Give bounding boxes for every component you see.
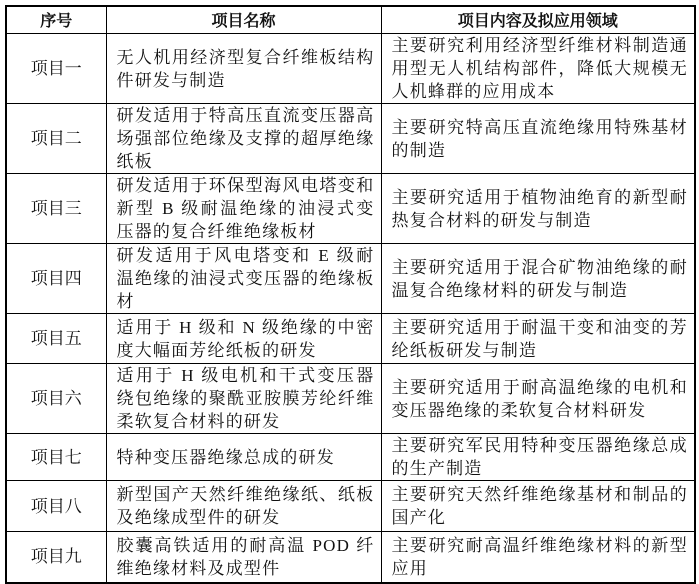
project-name: 研发适用于特高压直流变压器高场强部位绝缘及支撑的超厚绝缘纸板 xyxy=(106,104,381,174)
row-number: 项目七 xyxy=(6,434,106,481)
project-name: 适用于 H 级电机和干式变压器绕包绝缘的聚酰亚胺膜芳纶纤维柔软复合材料的研发 xyxy=(106,364,381,434)
project-content: 主要研究适用于耐温干变和油变的芳纶纸板研发与制造 xyxy=(381,314,695,364)
header-no: 序号 xyxy=(6,6,106,34)
table-row xyxy=(6,532,695,583)
project-content: 主要研究适用于植物油绝育的新型耐热复合材料的研发与制造 xyxy=(381,174,695,244)
header-content: 项目内容及拟应用领域 xyxy=(381,6,695,34)
project-content: 主要研究利用经济型纤维材料制造通用型无人机结构部件，降低大规模无人机蜂群的应用成本 xyxy=(381,34,695,104)
table-row xyxy=(6,34,695,104)
project-name: 研发适用于环保型海风电塔变和新型 B 级耐温绝缘的油浸式变压器的复合纤维绝缘板材 xyxy=(106,174,381,244)
header-name: 项目名称 xyxy=(106,6,381,34)
project-content: 主要研究军民用特种变压器绝缘总成的生产制造 xyxy=(381,434,695,481)
table-row xyxy=(6,314,695,364)
project-name: 研发适用于风电塔变和 E 级耐温绝缘的油浸式变压器的绝缘板材 xyxy=(106,244,381,314)
project-content: 主要研究天然纤维绝缘基材和制品的国产化 xyxy=(381,481,695,532)
project-name: 特种变压器绝缘总成的研发 xyxy=(106,434,381,481)
table-row xyxy=(6,434,695,481)
table-row xyxy=(6,104,695,174)
header-row xyxy=(6,6,695,34)
table-row xyxy=(6,481,695,532)
project-content: 主要研究特高压直流绝缘用特殊基材的制造 xyxy=(381,104,695,174)
table-row xyxy=(6,174,695,244)
project-content: 主要研究适用于耐高温绝缘的电机和变压器绝缘的柔软复合材料研发 xyxy=(381,364,695,434)
table-row xyxy=(6,364,695,434)
project-name: 胶囊高铁适用的耐高温 POD 纤维绝缘材料及成型件 xyxy=(106,532,381,583)
project-name: 适用于 H 级和 N 级绝缘的中密度大幅面芳纶纸板的研发 xyxy=(106,314,381,364)
row-number: 项目五 xyxy=(6,314,106,364)
projects-table xyxy=(5,5,696,584)
table-row xyxy=(6,244,695,314)
row-number: 项目六 xyxy=(6,364,106,434)
project-content: 主要研究耐高温纤维绝缘材料的新型应用 xyxy=(381,532,695,583)
row-number: 项目九 xyxy=(6,532,106,583)
row-number: 项目二 xyxy=(6,104,106,174)
row-number: 项目三 xyxy=(6,174,106,244)
project-name: 新型国产天然纤维绝缘纸、纸板及绝缘成型件的研发 xyxy=(106,481,381,532)
row-number: 项目八 xyxy=(6,481,106,532)
row-number: 项目一 xyxy=(6,34,106,104)
project-content: 主要研究适用于混合矿物油绝缘的耐温复合绝缘材料的研发与制造 xyxy=(381,244,695,314)
project-name: 无人机用经济型复合纤维板结构件研发与制造 xyxy=(106,34,381,104)
row-number: 项目四 xyxy=(6,244,106,314)
